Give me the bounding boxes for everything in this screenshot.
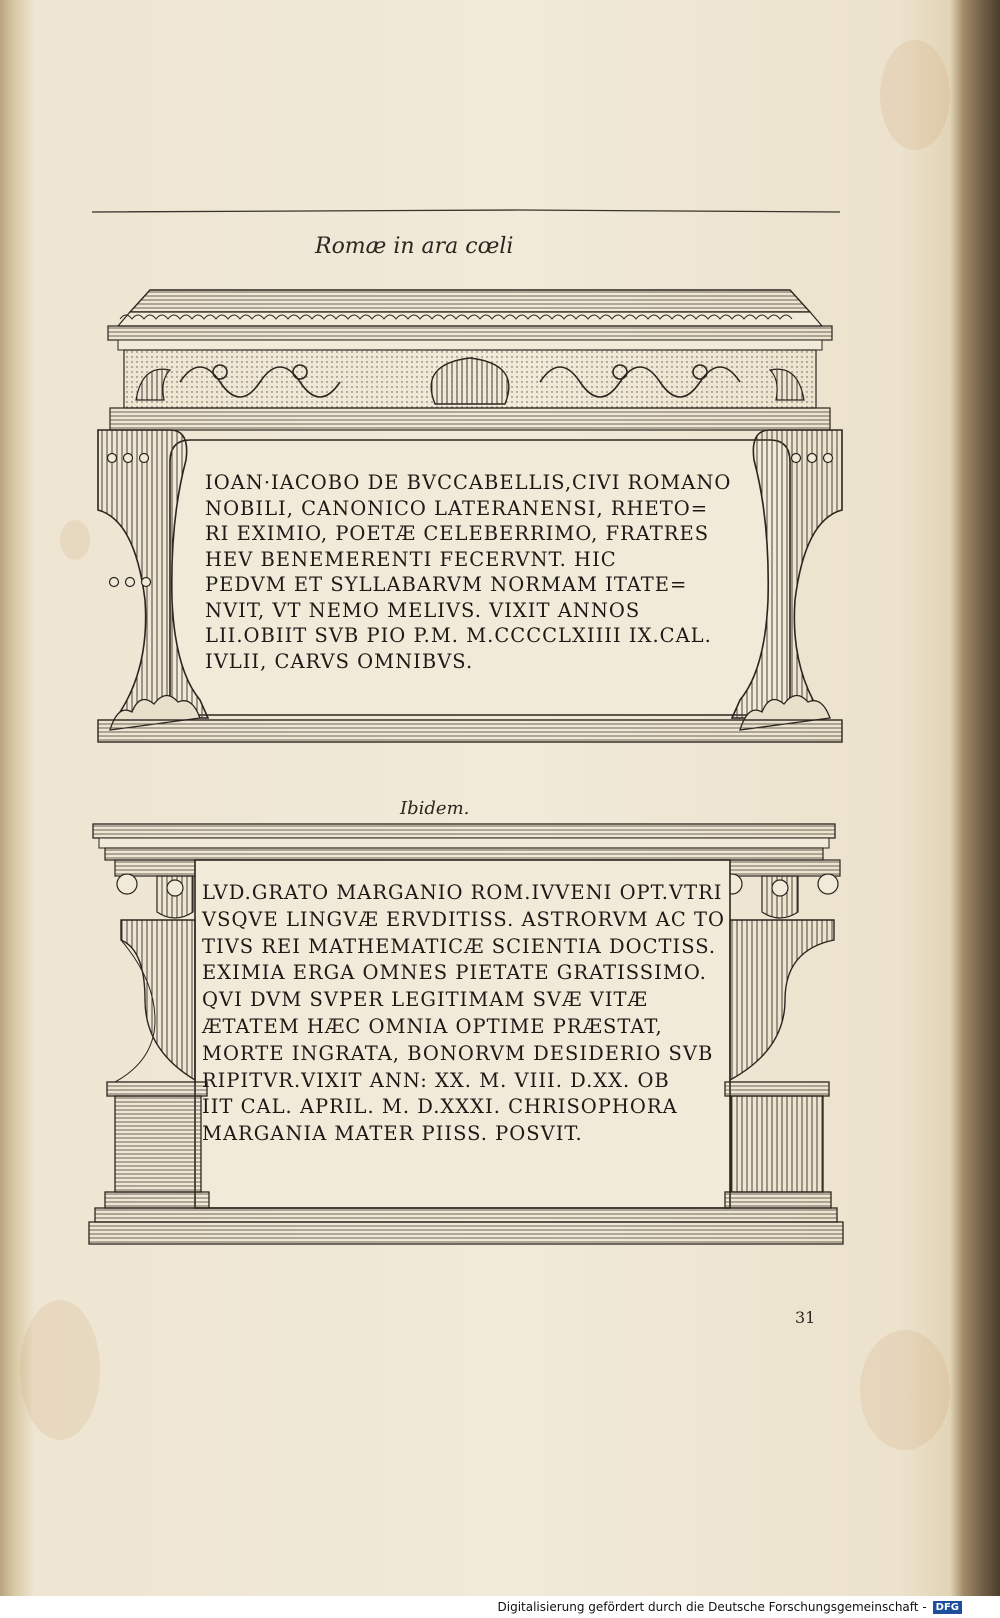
- plate2-caption: Ibidem.: [400, 798, 470, 819]
- inscription-line: HEV BENEMERENTI FECERVNT. HIC: [205, 547, 617, 571]
- inscription-line: QVI DVM SVPER LEGITIMAM SVÆ VITÆ: [202, 988, 649, 1012]
- plate-border-top: [0, 0, 1000, 260]
- page-number: 31: [795, 1308, 816, 1327]
- inscription-line: MORTE INGRATA, BONORVM DESIDERIO SVB: [202, 1041, 714, 1065]
- credit-text: Digitalisierung gefördert durch die Deutsche Forschungsgemeinschaft -: [497, 1600, 927, 1614]
- digitization-credit: [498, 1598, 963, 1616]
- inscription-line: RI EXIMIO, POETÆ CELEBERRIMO, FRATRES: [205, 522, 710, 545]
- inscription-line: VSQVE LINGVÆ ERVDITISS. ASTRORVM AC TO: [202, 907, 726, 931]
- foxing-spot: [860, 1330, 950, 1450]
- foxing-spot: [60, 520, 90, 560]
- inscription-line: NVIT, VT NEMO MELIVS. VIXIT ANNOS: [205, 598, 641, 622]
- plate1-inscription: [205, 470, 731, 674]
- inscription-line: IIT CAL. APRIL. M. D.XXXI. CHRISOPHORA: [202, 1095, 678, 1119]
- inscription-line: MARGANIA MATER PIISS. POSVIT.: [202, 1122, 583, 1146]
- inscription-line: NOBILI, CANONICO LATERANENSI, RHETO=: [205, 496, 709, 520]
- plate2-inscription: [202, 880, 725, 1148]
- inscription-line: IVLII, CARVS OMNIBVS.: [205, 649, 474, 673]
- foxing-spot: [20, 1300, 100, 1440]
- inscription-line: ÆTATEM HÆC OMNIA OPTIME PRÆSTAT,: [202, 1014, 663, 1038]
- inscription-line: IOAN·IACOBO DE BVCCABELLIS,CIVI ROMANO: [205, 471, 732, 494]
- inscription-line: TIVS REI MATHEMATICÆ SCIENTIA DOCTISS.: [202, 934, 717, 958]
- inscription-line: EXIMIA ERGA OMNES PIETATE GRATISSIMO.: [202, 961, 707, 985]
- dfg-logo: DFG: [933, 1601, 962, 1614]
- inscription-line: LVD.GRATO MARGANIO ROM.IVVENI OPT.VTRI: [202, 881, 723, 904]
- inscription-line: LII.OBIIT SVB PIO P.M. M.CCCCLXIIII IX.CAL.: [205, 624, 712, 647]
- plate1-caption: Romæ in ara cœli: [315, 234, 514, 259]
- inscription-line: RIPITVR.VIXIT ANN: XX. M. VIII. D.XX. OB: [202, 1068, 670, 1092]
- inscription-line: PEDVM ET SYLLABARVM NORMAM ITATE=: [205, 573, 688, 596]
